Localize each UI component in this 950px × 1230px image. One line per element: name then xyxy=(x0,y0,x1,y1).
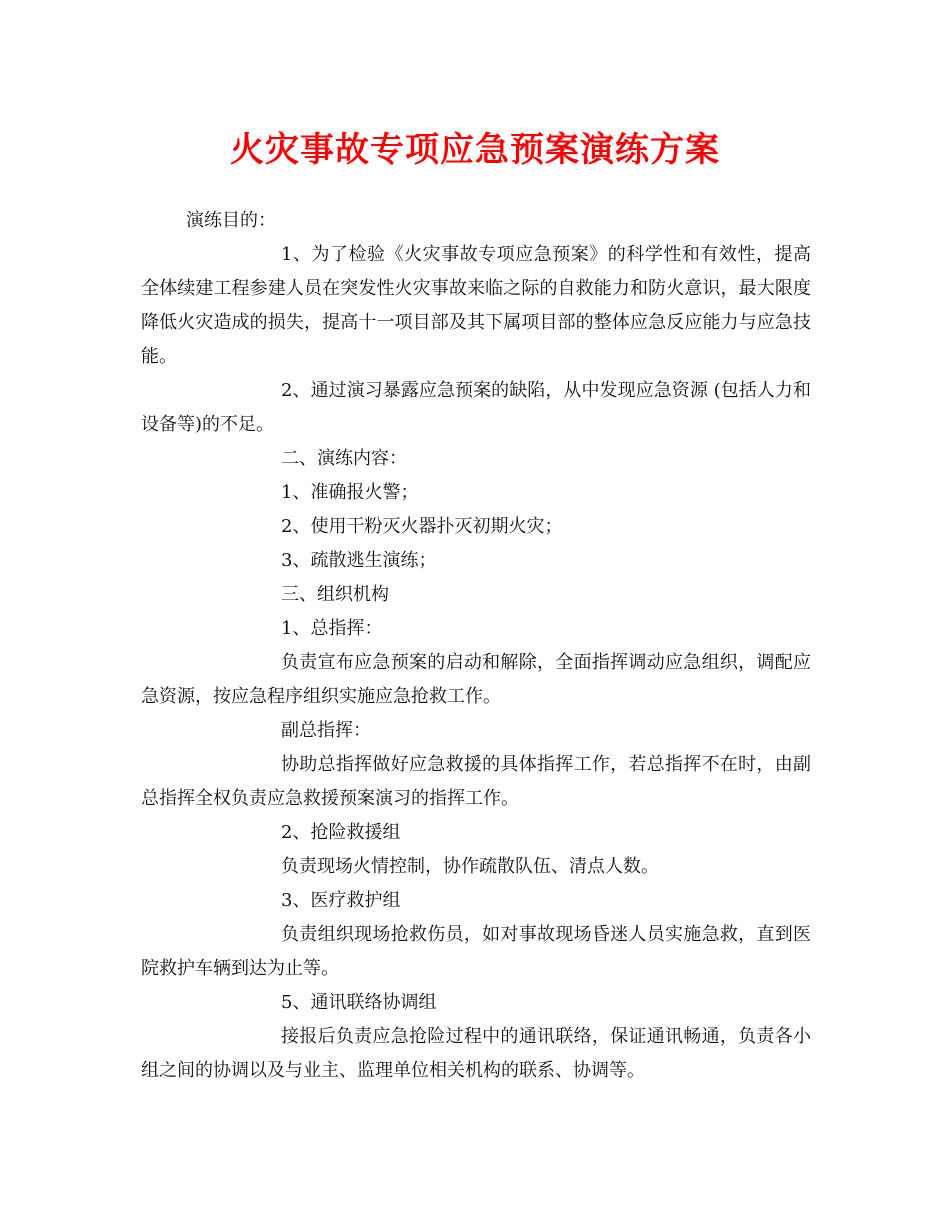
role-heading-medical-team: 3、医疗救护组 xyxy=(281,890,401,911)
section-heading-organization: 三、组织机构 xyxy=(281,584,389,605)
role-heading-communication-team: 5、通讯联络协调组 xyxy=(281,992,437,1013)
list-item-content-2: 2、使用干粉灭火器扑灭初期火灾； xyxy=(281,516,563,537)
paragraph-medical-team-duty: 负责组织现场抢救伤员，如对事故现场昏迷人员实施急救，直到医院救护车辆到达为止等。 xyxy=(141,924,811,979)
role-heading-rescue-team: 2、抢险救援组 xyxy=(281,822,401,843)
paragraph-deputy-commander-duty: 协助总指挥做好应急救援的具体指挥工作，若总指挥不在时，由副总指挥全权负责应急救援预案演习的指挥工作。 xyxy=(141,754,811,809)
section-heading-content: 二、演练内容： xyxy=(281,448,407,469)
paragraph-rescue-team-duty: 负责现场火情控制，协作疏散队伍、清点人数。 xyxy=(281,856,659,877)
list-item-content-3: 3、疏散逃生演练； xyxy=(281,550,437,571)
role-heading-deputy-commander: 副总指挥： xyxy=(281,720,371,741)
role-heading-commander: 1、总指挥： xyxy=(281,618,383,639)
document-title: 火灾事故专项应急预案演练方案 xyxy=(230,130,720,170)
document-body xyxy=(141,204,811,1088)
list-item-content-1: 1、准确报火警； xyxy=(281,482,419,503)
section-heading-purpose: 演练目的： xyxy=(186,210,276,231)
paragraph-purpose-1: 1、为了检验《火灾事故专项应急预案》的科学性和有效性，提高全体续建工程参建人员在突发性火灾事故来临之际的自救能力和防火意识，最大限度降低火灾造成的损失，提高十一项目部及其下属项目部的整体应急反应能力与应急技能。 xyxy=(141,244,811,367)
paragraph-communication-team-duty: 接报后负责应急抢险过程中的通讯联络，保证通讯畅通，负责各小组之间的协调以及与业主、监理单位相关机构的联系、协调等。 xyxy=(141,1026,811,1081)
paragraph-purpose-2: 2、通过演习暴露应急预案的缺陷，从中发现应急资源 (包括人力和设备等)的不足。 xyxy=(141,380,811,435)
paragraph-commander-duty: 负责宣布应急预案的启动和解除，全面指挥调动应急组织，调配应急资源，按应急程序组织实施应急抢救工作。 xyxy=(141,652,811,707)
